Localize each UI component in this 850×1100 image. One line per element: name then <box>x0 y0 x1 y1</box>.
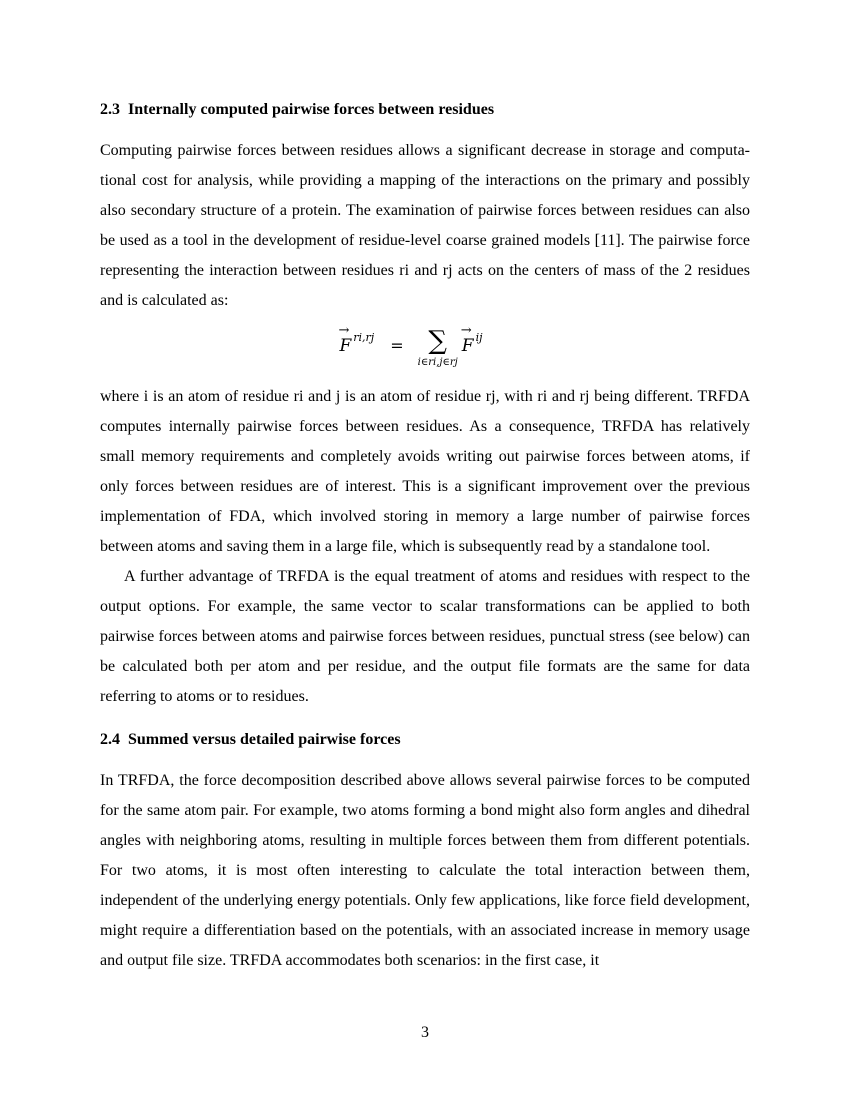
paragraph: Computing pairwise forces between residues allows a significant decrease in storage and computational cost for analysis, while providing a mapping of the interactions on the primary and possibly also secondary structure of a protein. The examination of pairwise forces between residues can also be used as a tool in the development of residue-level coarse grained models [11]. The pairwise force representing the interaction between residues ri and rj acts on the centers of mass of the 2 residues and is calculated as: <box>100 142 750 309</box>
paragraph: In TRFDA, the force decomposition described above allows several pairwise forces to be computed for the same atom pair. For example, two atoms forming a bond might also form angles and dihedral angles with neighboring atoms, resulting in multiple forces between them from different potentials. For two atoms, it is most often interesting to calculate the total interaction between them, independent of the underlying energy potentials. Only few applications, like force field development, might require a differentiation based on the potentials, with an associated increase in memory usage and output file size. TRFDA accommodates both scenarios: in the first case, it <box>100 772 750 969</box>
section-title: Internally computed pairwise forces between residues <box>128 101 495 118</box>
paragraph: where i is an atom of residue ri and j is an atom of residue rj, with ri and rj being different. TRFDA computes internally pairwise forces between residues. As a consequence, TRFDA has relatively small memory requirements and completely avoids writing out pairwise forces between atoms, if only forces between residues are of interest. This is a significant improvement over the previous implementation of FDA, which involved storing in memory a large number of pairwise forces between atoms and saving them in a large file, which is subsequently read by a standalone tool. <box>100 388 750 555</box>
section-number: 2.3 <box>100 101 120 118</box>
section-heading-2-3 <box>100 98 750 122</box>
summation <box>418 324 458 368</box>
eq-subscript-lhs: ri,rj <box>353 331 375 344</box>
section-title: Summed versus detailed pairwise forces <box>128 731 401 748</box>
section-heading-2-4 <box>100 728 750 752</box>
eq-symbol: F <box>461 336 474 356</box>
paragraph: A further advantage of TRFDA is the equal treatment of atoms and residues with respect to the output options. For example, the same vector to scalar transformations can be applied to both pairwise forces between atoms and pairwise forces between residues, punctual stress (see below) can be calculated both per atom and per residue, and the output file formats are the same for data referring to atoms or to residues. <box>100 568 750 705</box>
page-number: 3 <box>421 1024 429 1041</box>
eq-symbol: F <box>339 336 352 356</box>
sum-limits: i∈ri,j∈rj <box>417 357 458 368</box>
section-number: 2.4 <box>100 731 120 748</box>
equation-pairwise-force <box>100 324 750 380</box>
vector-f-lhs <box>338 323 352 356</box>
vector-arrow-icon: → <box>338 323 350 338</box>
eq-subscript-rhs: ij <box>475 331 483 344</box>
page-body <box>100 98 750 976</box>
vector-arrow-icon: → <box>460 323 472 338</box>
vector-f-rhs <box>460 323 474 356</box>
sum-symbol: ∑ <box>428 326 447 356</box>
eq-equals: = <box>390 336 404 355</box>
